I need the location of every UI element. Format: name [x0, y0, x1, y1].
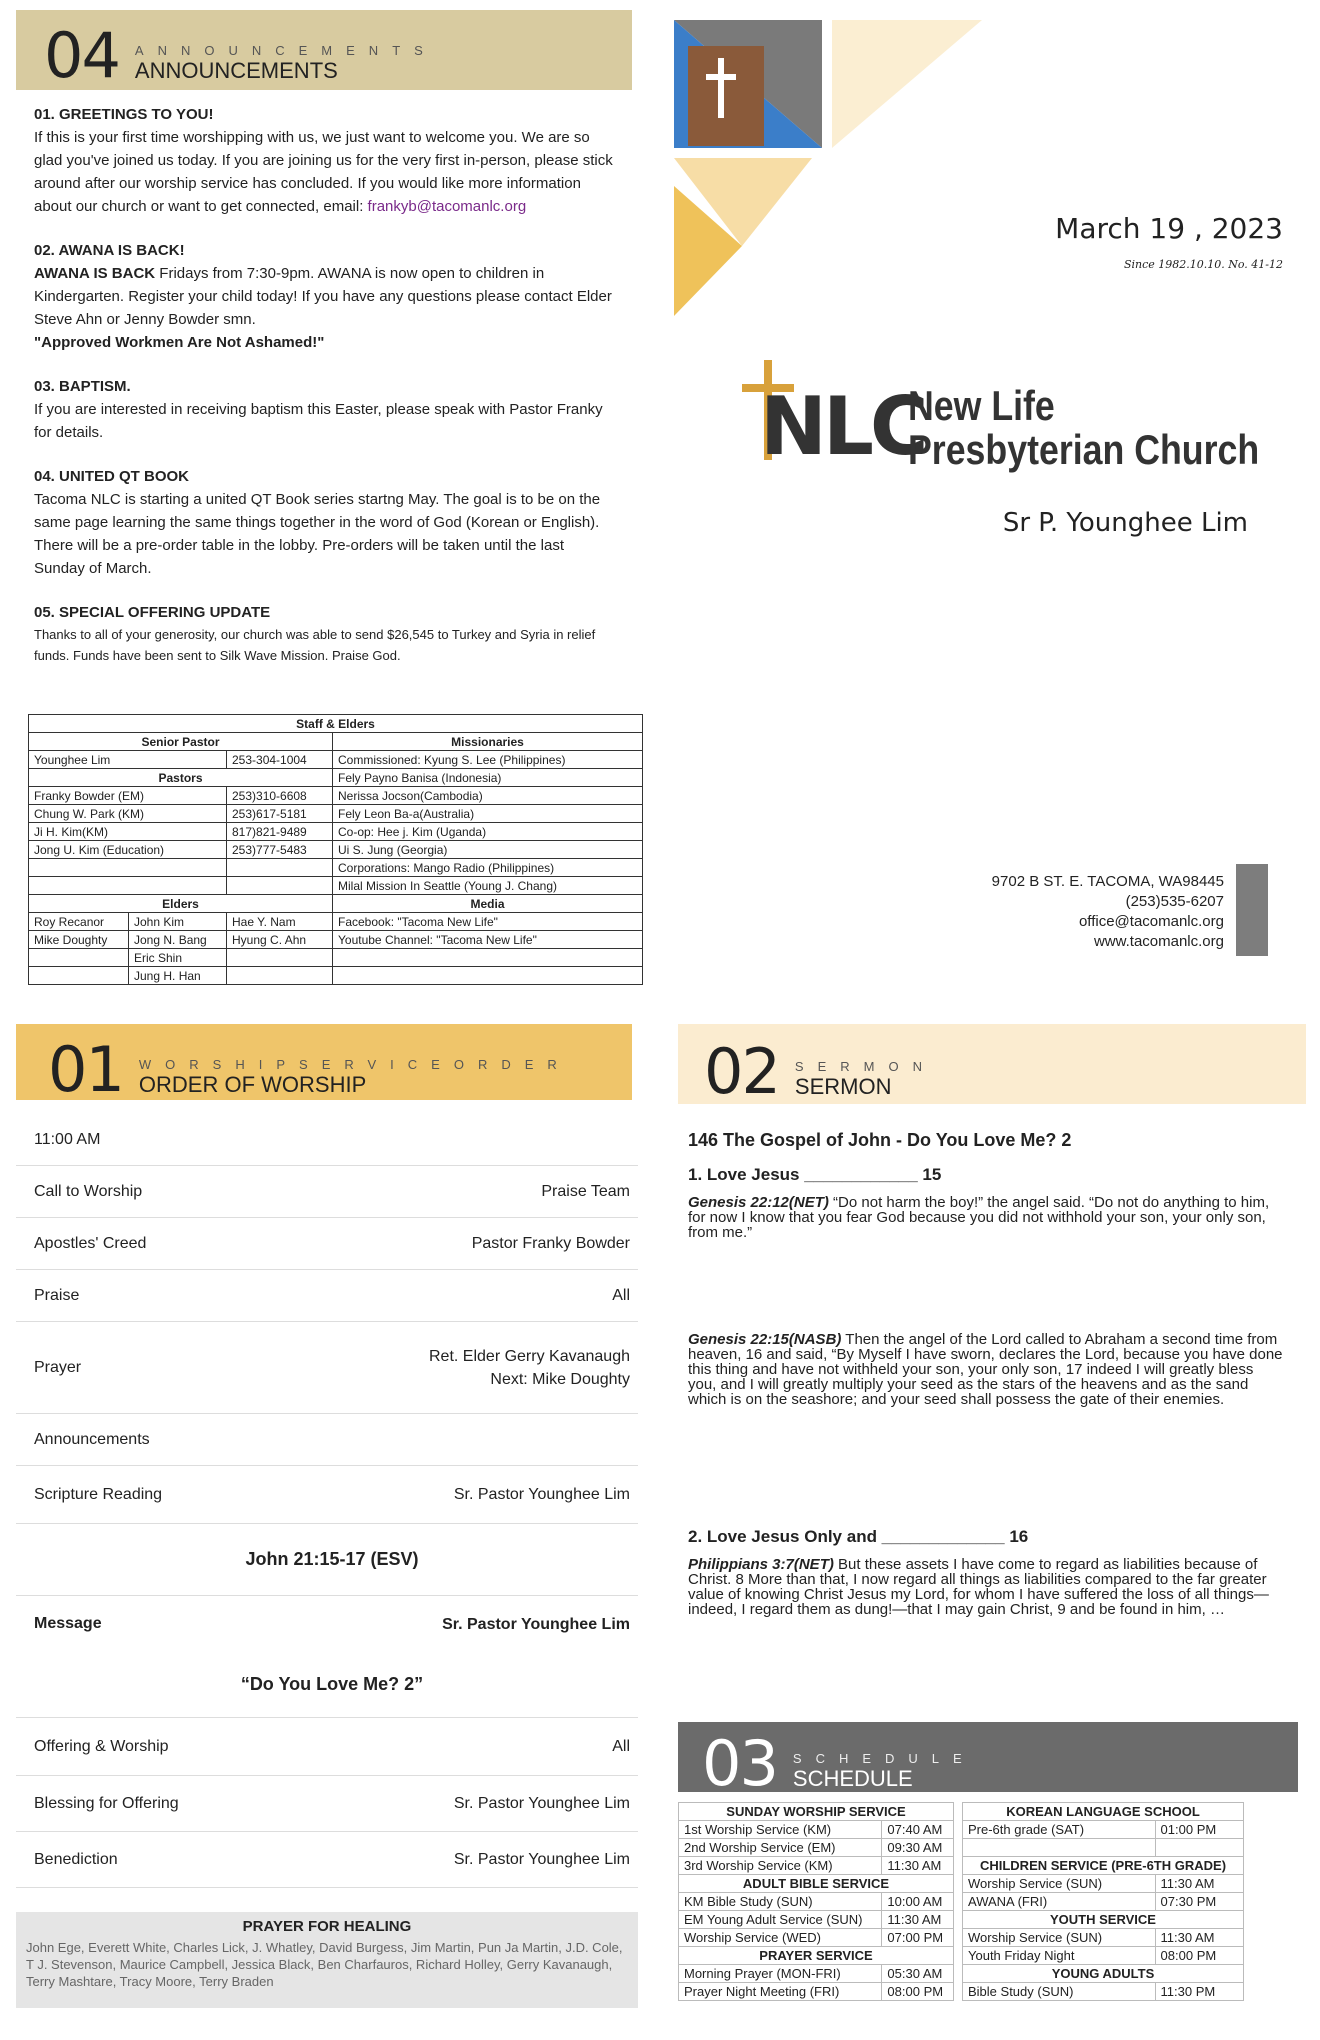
announcement-body: If this is your first time worshipping with us, we just want to welcome you. We are so glad you've joined us today. If you are joining us for the very first in-person, please stick around after our worship service has concluded. If you would like more information about our church or want to get connected, email: frankyb@tacomanlc.org [34, 129, 613, 215]
schedule-item: Bible Study (SUN) [963, 1983, 1156, 2001]
schedule-item: Worship Service (SUN) [963, 1875, 1156, 1893]
address-line: 9702 B ST. E. TACOMA, WA98445 [991, 873, 1224, 890]
missionary: Milal Mission In Seattle (Young J. Chang) [333, 877, 643, 895]
since-text: Since 1982.10.10. No. 41-12 [1123, 258, 1283, 271]
elder-name: Mike Doughty [29, 931, 129, 949]
announcement-heading: 03. BAPTISM. [34, 378, 131, 395]
verse-2: Genesis 22:15(NASB) Then the angel of the Lord called to Abraham a second time from heaven, 16 and said, “By Myself I have sworn, declares the Lord, because you have done this thing and have not withheld your son, your only son, 17 indeed I will greatly bless you, and I will greatly multiply your seed as the stars of the heavens and as the sand which is on the seashore; and your seed shall possess the gate of their enemies. [688, 1331, 1283, 1408]
schedule-item: 3rd Worship Service (KM) [679, 1857, 882, 1875]
schedule-time: 11:30 AM [882, 1857, 954, 1875]
section-title: SCHEDULE [792, 1766, 913, 1791]
schedule-time: 09:30 AM [882, 1839, 954, 1857]
elder-name [29, 967, 129, 985]
church-name-line2: Presbyterian Church [908, 426, 1260, 473]
announcement-quote: "Approved Workmen Are Not Ashamed!" [34, 334, 325, 351]
missionary: Nerissa Jocson(Cambodia) [333, 787, 643, 805]
worship-row [16, 1114, 638, 1166]
worship-item: Announcements [34, 1430, 150, 1448]
email-link[interactable]: frankyb@tacomanlc.org [367, 198, 527, 215]
schedule-item: EM Young Adult Service (SUN) [679, 1911, 882, 1929]
schedule-item: Worship Service (WED) [679, 1929, 882, 1947]
elder-name: Jong N. Bang [129, 931, 227, 949]
announcement-body: AWANA IS BACK Fridays from 7:30-9pm. AWANA is now open to children in Kindergarten. Register your child today! If you have any questions please contact Elder Steve Ahn or Jenny Bowder smn. [34, 265, 612, 328]
elder-name: Jung H. Han [129, 967, 227, 985]
missionary: Commissioned: Kyung S. Lee (Philippines) [333, 751, 643, 769]
church-logo [738, 358, 1260, 473]
schedule-item: 1st Worship Service (KM) [679, 1821, 882, 1839]
order-of-worship [16, 1114, 638, 1888]
worship-item: Blessing for Offering [34, 1794, 179, 1812]
elder-name: Hae Y. Nam [227, 913, 333, 931]
schedule-tables [678, 1802, 1288, 2001]
staff-title: Staff & Elders [29, 715, 643, 733]
schedule-item: Pre-6th grade (SAT) [963, 1821, 1156, 1839]
elder-name: Roy Recanor [29, 913, 129, 931]
worship-row [16, 1218, 638, 1270]
worship-item: Praise [34, 1286, 80, 1304]
missionary: Ui S. Jung (Georgia) [333, 841, 643, 859]
worship-leader: Pastor Franky Bowder [471, 1235, 630, 1252]
staff-name: Chung W. Park (KM) [29, 805, 227, 823]
schedule-item [963, 1839, 1156, 1857]
schedule-heading: CHILDREN SERVICE (PRE-6TH GRADE) [963, 1857, 1244, 1875]
schedule-time: 11:30 PM [1155, 1983, 1243, 2001]
media-item [333, 949, 643, 967]
announcement-body: Tacoma NLC is starting a united QT Book series startng May. The goal is to be on the same page learning the same things together in the word of God (Korean or English). There will be a pre-order table in the lobby. Pre-orders will be taken until the last Sunday of March. [34, 491, 601, 577]
announcement-item [34, 240, 614, 354]
staff-phone [227, 859, 333, 877]
elder-name: Eric Shin [129, 949, 227, 967]
worship-leader: Sr. Pastor Younghee Lim [453, 1795, 630, 1812]
schedule-heading: ADULT BIBLE SERVICE [679, 1875, 954, 1893]
address-bar [1236, 864, 1268, 956]
worship-leader: Praise Team [541, 1183, 630, 1200]
staff-name [29, 877, 227, 895]
section-title: ORDER OF WORSHIP [138, 1072, 367, 1097]
announcement-heading: 01. GREETINGS TO YOU! [34, 106, 214, 123]
schedule-time: 08:00 PM [882, 1983, 954, 2001]
sermon-section [678, 1024, 1306, 1108]
service-date: March 19 , 2023 [1055, 212, 1283, 245]
worship-leader: All [612, 1738, 630, 1755]
staff-phone: 253)777-5483 [227, 841, 333, 859]
elder-name: John Kim [129, 913, 227, 931]
schedule-time: 11:30 AM [882, 1911, 954, 1929]
schedule-heading: YOUNG ADULTS [963, 1965, 1244, 1983]
worship-leader: Ret. Elder Gerry Kavanaugh Next: Mike Doughty [429, 1347, 630, 1388]
schedule-time: 10:00 AM [882, 1893, 954, 1911]
announcement-heading: 05. SPECIAL OFFERING UPDATE [34, 604, 271, 621]
staff-name: Ji H. Kim(KM) [29, 823, 227, 841]
worship-row [16, 1466, 638, 1524]
media-item: Facebook: "Tacoma New Life" [333, 913, 643, 931]
schedule-heading: YOUTH SERVICE [963, 1911, 1244, 1929]
announcement-item [34, 466, 614, 580]
worship-item: Call to Worship [34, 1182, 143, 1200]
worship-leader: Sr. Pastor Younghee Lim [442, 1615, 630, 1633]
healing-title: PRAYER FOR HEALING [242, 1918, 412, 1935]
announcements-section [16, 10, 632, 90]
senior-pastor-name: Sr P. Younghee Lim [1002, 508, 1248, 538]
elder-name [29, 949, 129, 967]
schedule-item: AWANA (FRI) [963, 1893, 1156, 1911]
announcement-body: Thanks to all of your generosity, our church was able to send $26,545 to Turkey and Syria in relief funds. Funds have been sent to Silk Wave Mission. Praise God. [34, 627, 596, 663]
healing-names: John Ege, Everett White, Charles Lick, J. Whatley, David Burgess, Jim Martin, Pun Ja Martin, J.D. Cole, T J. Stevenson, Maurice Campbell, Jessica Black, Ben Charfauros, Richard Holley, Gerry Kavanaugh, Terry Mashtare, Tracy Moore, Terry Braden [26, 1940, 623, 1989]
missionary: Fely Leon Ba-a(Australia) [333, 805, 643, 823]
worship-item: Scripture Reading [34, 1485, 163, 1503]
worship-row [16, 1414, 638, 1466]
schedule-time: 05:30 AM [882, 1965, 954, 1983]
media-item: Youtube Channel: "Tacoma New Life" [333, 931, 643, 949]
schedule-heading: PRAYER SERVICE [679, 1947, 954, 1965]
section-title: ANNOUNCEMENTS [134, 58, 338, 83]
section-number: 03 [702, 1727, 777, 1800]
elder-name [227, 949, 333, 967]
section-number: 02 [704, 1035, 779, 1108]
staff-name: Jong U. Kim (Education) [29, 841, 227, 859]
schedule-item: KM Bible Study (SUN) [679, 1893, 882, 1911]
section-spaced-title: ANNOUNCEMENTS [134, 43, 437, 58]
address-line: (253)535-6207 [1125, 893, 1224, 910]
schedule-time: 07:30 PM [1155, 1893, 1243, 1911]
worship-row [16, 1166, 638, 1218]
announcement-heading: 04. UNITED QT BOOK [34, 468, 190, 485]
church-address [992, 872, 1224, 952]
worship-item: Offering & Worship [34, 1737, 169, 1755]
schedule-heading: SUNDAY WORSHIP SERVICE [679, 1803, 954, 1821]
section-spaced-title: SERMON [794, 1059, 936, 1074]
sermon-heading: 146 The Gospel of John - Do You Love Me? 2 [688, 1130, 1072, 1150]
announcement-heading: 02. AWANA IS BACK! [34, 242, 185, 259]
worship-row [16, 1596, 638, 1652]
worship-item: Apostles' Creed [34, 1234, 147, 1252]
schedule-time: 08:00 PM [1155, 1947, 1243, 1965]
announcement-item [34, 602, 614, 666]
schedule-heading: KOREAN LANGUAGE SCHOOL [963, 1803, 1244, 1821]
worship-row [16, 1322, 638, 1414]
staff-phone: 253-304-1004 [227, 751, 333, 769]
schedule-item: 2nd Worship Service (EM) [679, 1839, 882, 1857]
schedule-time: 11:30 AM [1155, 1875, 1243, 1893]
missionary: Corporations: Mango Radio (Philippines) [333, 859, 643, 877]
sermon-notes [688, 1130, 1284, 1617]
staff-name: Franky Bowder (EM) [29, 787, 227, 805]
worship-center-text: “Do You Love Me? 2” [16, 1652, 638, 1718]
schedule-time: 11:30 AM [1155, 1929, 1243, 1947]
worship-item: 11:00 AM [34, 1130, 101, 1148]
prayer-for-healing [16, 1912, 638, 2008]
schedule-time: 01:00 PM [1155, 1821, 1243, 1839]
worship-item: Prayer [34, 1358, 82, 1376]
staff-name [29, 859, 227, 877]
schedule-time [1155, 1839, 1243, 1857]
missionary: Fely Payno Banisa (Indonesia) [333, 769, 643, 787]
schedule-item: Worship Service (SUN) [963, 1929, 1156, 1947]
worship-item: Benediction [34, 1850, 118, 1868]
section-spaced-title: SCHEDULE [792, 1751, 976, 1766]
staff-phone: 253)617-5181 [227, 805, 333, 823]
section-title: SERMON [794, 1074, 892, 1099]
schedule-section [678, 1722, 1298, 1800]
worship-leader: Sr. Pastor Younghee Lim [453, 1486, 630, 1503]
church-name-line1: New Life [908, 382, 1055, 429]
worship-row [16, 1776, 638, 1832]
schedule-item: Youth Friday Night [963, 1947, 1156, 1965]
section-number: 01 [48, 1033, 123, 1106]
staff-phone [227, 877, 333, 895]
media-item [333, 967, 643, 985]
schedule-time: 07:00 PM [882, 1929, 954, 1947]
address-line: office@tacomanlc.org [1078, 913, 1224, 930]
worship-leader: All [612, 1287, 630, 1304]
announcement-list [34, 104, 614, 666]
worship-row [16, 1718, 638, 1776]
point-2: 2. Love Jesus Only and _____________ 16 [688, 1527, 1029, 1546]
verse-1: Genesis 22:12(NET) “Do not harm the boy!” the angel said. “Do not do anything to him, for now I know that you fear God because you did not withhold your son, your only son, from me.” [688, 1194, 1270, 1241]
staff-phone: 253)310-6608 [227, 787, 333, 805]
schedule-time: 07:40 AM [882, 1821, 954, 1839]
staff-name: Younghee Lim [29, 751, 227, 769]
worship-row [16, 1832, 638, 1888]
section-number: 04 [44, 19, 119, 92]
address-line: www.tacomanlc.org [1093, 933, 1224, 950]
worship-leader: Sr. Pastor Younghee Lim [453, 1851, 630, 1868]
staff-phone: 817)821-9489 [227, 823, 333, 841]
schedule-item: Morning Prayer (MON-FRI) [679, 1965, 882, 1983]
missionary: Co-op: Hee j. Kim (Uganda) [333, 823, 643, 841]
schedule-item: Prayer Night Meeting (FRI) [679, 1983, 882, 2001]
point-1: 1. Love Jesus ____________ 15 [688, 1165, 942, 1184]
worship-row [16, 1270, 638, 1322]
elder-name: Hyung C. Ahn [227, 931, 333, 949]
announcement-body: If you are interested in receiving baptism this Easter, please speak with Pastor Franky for details. [34, 401, 603, 441]
staff-table: Staff & Elders Senior Pastor Missionaries Younghee Lim 253-304-1004 Commissioned: Kyung S. Lee (Philippines) Pastors Fely Payno Banisa (Indonesia) Franky Bowder (EM) 253)310-6608 Nerissa Jocson(Cambodia) Chung W. Park (KM) 253)617-5181 Fely Leon Ba-a(Australia) Ji H. Kim(KM) 817)821-9489 Co-op: Hee j. Kim (Uganda) Jong U. Kim (Education) 253)777-5483 Ui S. Jung (Georgia) Corporations: Mango Radio (Philippines) Milal Mission In Seattle (Young J. Chang) Elders Media Roy Recanor John Kim Hae Y. Nam Facebook: "Tacoma New Life" Mike Doughty Jong N. Bang Hyung C. Ahn Youtube Channel: "Tacoma New Life" Eric Shin Jung H. Han [28, 714, 643, 985]
announcement-item [34, 376, 614, 444]
announcement-item [34, 104, 614, 218]
cover-graphic [672, 18, 982, 318]
worship-item: Message [34, 1615, 102, 1632]
worship-center-text: John 21:15-17 (ESV) [16, 1524, 638, 1596]
section-spaced-title: WORSHIPSERVICEORDER [138, 1057, 571, 1072]
worship-section [16, 1024, 632, 1106]
logo-letters: NLC [760, 380, 925, 473]
elder-name [227, 967, 333, 985]
verse-3: Philippians 3:7(NET) But these assets I have come to regard as liabilities because of Christ. 8 More than that, I now regard all things as liabilities compared to the far greater value of knowing Christ Jesus my Lord, for whom I have suffered the loss of all things—indeed, I regard them as dung!—that I may gain Christ, 9 and be found in him, … [688, 1556, 1269, 1618]
